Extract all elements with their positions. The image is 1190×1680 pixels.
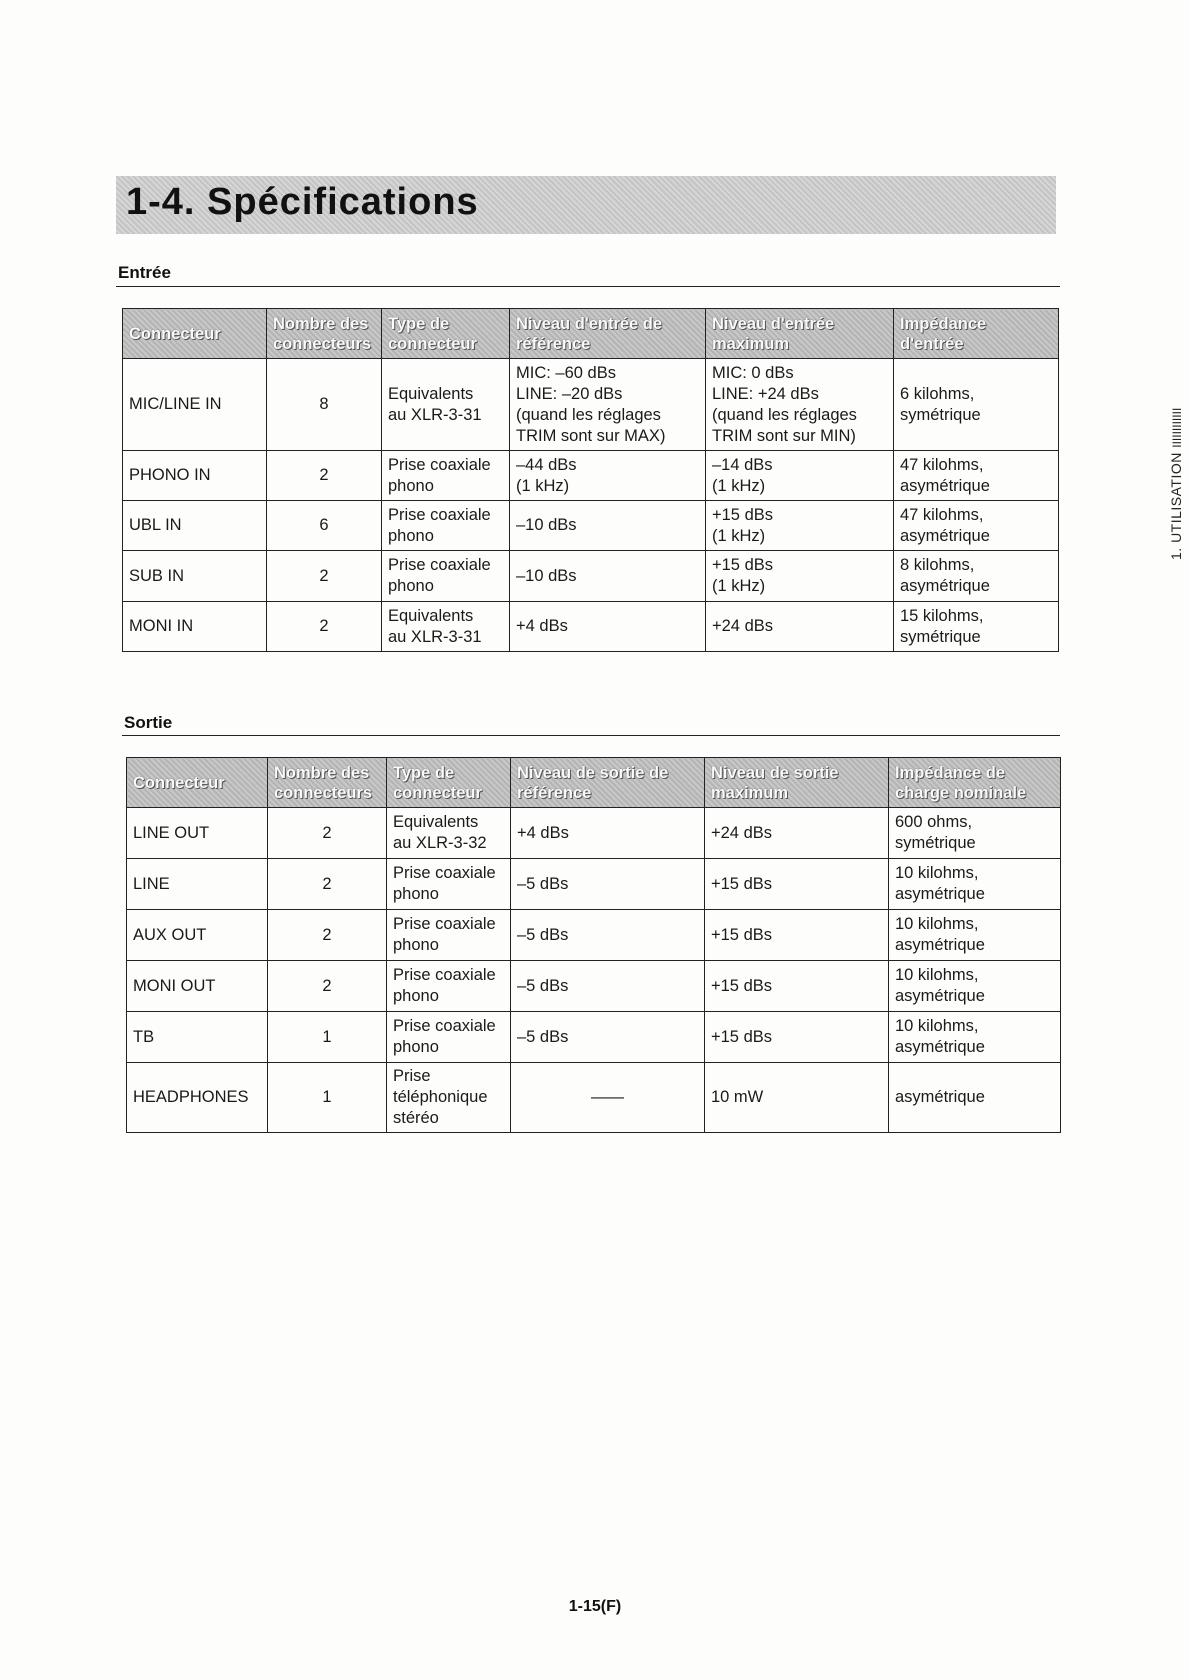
input-header-connector: Connecteur: [123, 309, 267, 359]
cell-type: Prise coaxiale phono: [382, 501, 510, 551]
cell-count: 2: [267, 451, 382, 501]
cell-impedance: 10 kilohms, asymétrique: [889, 910, 1061, 961]
input-header-max-level: Niveau d'entrée maximum: [706, 309, 894, 359]
table-row: [123, 359, 1059, 451]
table-row: [127, 1012, 1061, 1063]
cell-ref-level: –5 dBs: [511, 961, 705, 1012]
cell-max-level: +24 dBs: [705, 808, 889, 859]
cell-connector: LINE: [127, 859, 268, 910]
cell-impedance: 10 kilohms, asymétrique: [889, 961, 1061, 1012]
cell-type: Prise coaxiale phono: [387, 859, 511, 910]
output-section-rule: [122, 735, 1060, 736]
cell-count: 6: [267, 501, 382, 551]
cell-max-level: –14 dBs (1 kHz): [706, 451, 894, 501]
cell-ref-level: MIC: –60 dBs LINE: –20 dBs (quand les réglages TRIM sont sur MAX): [510, 359, 706, 451]
cell-ref-level: ——: [511, 1063, 705, 1133]
cell-max-level: +15 dBs (1 kHz): [706, 501, 894, 551]
cell-impedance: 47 kilohms, asymétrique: [894, 451, 1059, 501]
cell-count: 2: [267, 602, 382, 652]
output-spec-table: [126, 757, 1061, 1133]
table-row: [127, 961, 1061, 1012]
cell-type: Prise coaxiale phono: [382, 451, 510, 501]
cell-impedance: 47 kilohms, asymétrique: [894, 501, 1059, 551]
chapter-side-ticks: IIIIIIIIIIII: [1170, 407, 1184, 448]
table-row: [127, 1063, 1061, 1133]
cell-impedance: 10 kilohms, asymétrique: [889, 859, 1061, 910]
cell-max-level: +15 dBs (1 kHz): [706, 551, 894, 602]
cell-max-level: MIC: 0 dBs LINE: +24 dBs (quand les réglages TRIM sont sur MIN): [706, 359, 894, 451]
output-header-count: Nombre des connecteurs: [268, 758, 387, 808]
cell-impedance: 15 kilohms, symétrique: [894, 602, 1059, 652]
output-header-connector: Connecteur: [127, 758, 268, 808]
cell-connector: AUX OUT: [127, 910, 268, 961]
cell-ref-level: +4 dBs: [510, 602, 706, 652]
cell-max-level: 10 mW: [705, 1063, 889, 1133]
output-header-ref-level: Niveau de sortie de référence: [511, 758, 705, 808]
input-section-rule: [116, 286, 1060, 287]
cell-ref-level: +4 dBs: [511, 808, 705, 859]
cell-connector: TB: [127, 1012, 268, 1063]
cell-count: 2: [268, 910, 387, 961]
input-header-type: Type de connecteur: [382, 309, 510, 359]
cell-ref-level: –5 dBs: [511, 1012, 705, 1063]
input-header-impedance: Impédance d'entrée: [894, 309, 1059, 359]
input-section-label: Entrée: [118, 263, 171, 282]
cell-type: Prise coaxiale phono: [387, 910, 511, 961]
cell-type: Equivalents au XLR-3-32: [387, 808, 511, 859]
cell-count: 8: [267, 359, 382, 451]
cell-impedance: 8 kilohms, asymétrique: [894, 551, 1059, 602]
chapter-side-tab: [1168, 408, 1184, 560]
cell-ref-level: –10 dBs: [510, 501, 706, 551]
cell-ref-level: –5 dBs: [511, 910, 705, 961]
cell-count: 1: [268, 1012, 387, 1063]
cell-connector: SUB IN: [123, 551, 267, 602]
cell-impedance: 6 kilohms, symétrique: [894, 359, 1059, 451]
output-header-max-level: Niveau de sortie maximum: [705, 758, 889, 808]
cell-connector: HEADPHONES: [127, 1063, 268, 1133]
cell-connector: LINE OUT: [127, 808, 268, 859]
cell-type: Equivalents au XLR-3-31: [382, 602, 510, 652]
cell-count: 1: [268, 1063, 387, 1133]
input-header-row: [123, 309, 1059, 359]
input-spec-table: [122, 308, 1059, 652]
table-row: [127, 910, 1061, 961]
table-row: [127, 808, 1061, 859]
cell-impedance: asymétrique: [889, 1063, 1061, 1133]
cell-ref-level: –5 dBs: [511, 859, 705, 910]
output-header-row: [127, 758, 1061, 808]
cell-type: Prise téléphonique stéréo: [387, 1063, 511, 1133]
table-row: [123, 602, 1059, 652]
cell-max-level: +15 dBs: [705, 910, 889, 961]
cell-connector: UBL IN: [123, 501, 267, 551]
cell-max-level: +15 dBs: [705, 859, 889, 910]
cell-max-level: +15 dBs: [705, 961, 889, 1012]
cell-type: Prise coaxiale phono: [387, 961, 511, 1012]
page-title: 1-4. Spécifications: [126, 181, 479, 223]
cell-max-level: +15 dBs: [705, 1012, 889, 1063]
input-header-count: Nombre des connecteurs: [267, 309, 382, 359]
input-header-ref-level: Niveau d'entrée de référence: [510, 309, 706, 359]
chapter-side-label: 1. UTILISATION: [1168, 452, 1184, 560]
cell-impedance: 10 kilohms, asymétrique: [889, 1012, 1061, 1063]
cell-type: Prise coaxiale phono: [382, 551, 510, 602]
table-row: [123, 551, 1059, 602]
cell-ref-level: –44 dBs (1 kHz): [510, 451, 706, 501]
cell-count: 2: [268, 808, 387, 859]
cell-connector: MIC/LINE IN: [123, 359, 267, 451]
page-number: 1-15(F): [568, 1598, 622, 1615]
cell-connector: MONI OUT: [127, 961, 268, 1012]
cell-connector: MONI IN: [123, 602, 267, 652]
cell-connector: PHONO IN: [123, 451, 267, 501]
cell-type: Prise coaxiale phono: [387, 1012, 511, 1063]
table-row: [123, 501, 1059, 551]
cell-count: 2: [268, 961, 387, 1012]
cell-count: 2: [267, 551, 382, 602]
cell-max-level: +24 dBs: [706, 602, 894, 652]
table-row: [127, 859, 1061, 910]
cell-count: 2: [268, 859, 387, 910]
cell-impedance: 600 ohms, symétrique: [889, 808, 1061, 859]
output-header-impedance: Impédance de charge nominale: [889, 758, 1061, 808]
cell-ref-level: –10 dBs: [510, 551, 706, 602]
table-row: [123, 451, 1059, 501]
output-section-label: Sortie: [124, 713, 173, 732]
title-band: [116, 176, 1056, 234]
output-header-type: Type de connecteur: [387, 758, 511, 808]
cell-type: Equivalents au XLR-3-31: [382, 359, 510, 451]
